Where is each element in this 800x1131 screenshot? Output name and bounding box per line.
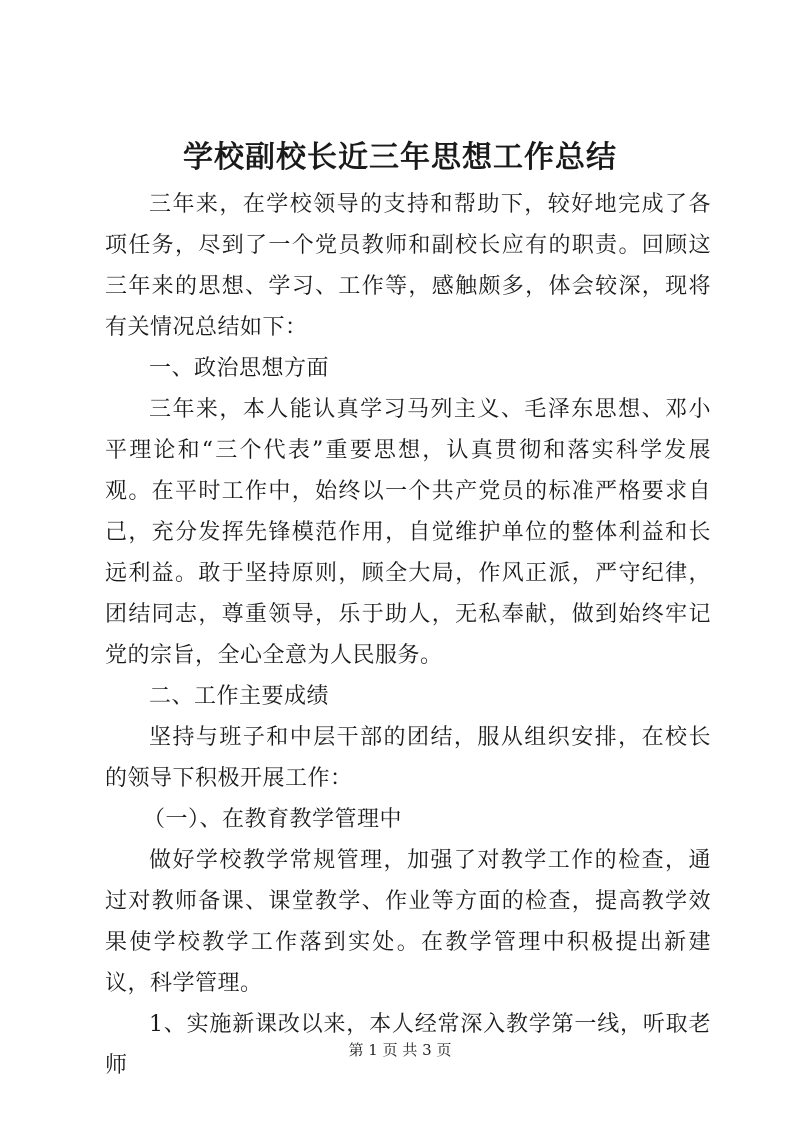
- document-body: [105, 184, 711, 1086]
- subsection-heading-teaching: （一）、在教育教学管理中: [143, 807, 403, 832]
- teaching-paragraph: 做好学校教学常规管理，加强了对教学工作的检查，通过对教师备课、课堂教学、作业等方面的检查，提高教学效果使学校教学工作落到实处。在教学管理中积极提出新建议，科学管理。: [105, 848, 711, 996]
- intro-paragraph: 三年来，在学校领导的支持和帮助下，较好地完成了各项任务，尽到了一个党员教师和副校长应有的职责。回顾这三年来的思想、学习、工作等，感触颇多，体会较深，现将有关情况总结如下：: [105, 192, 711, 340]
- achievements-intro-paragraph: 坚持与班子和中层干部的团结，服从组织安排，在校长的领导下积极开展工作：: [105, 725, 711, 791]
- document-title: 学校副校长近三年思想工作总结: [183, 140, 617, 175]
- section-heading-achievements: 二、工作主要成绩: [149, 684, 330, 709]
- section-heading-politics: 一、政治思想方面: [149, 356, 330, 381]
- politics-paragraph: 三年来，本人能认真学习马列主义、毛泽东思想、邓小平理论和“三个代表”重要思想，认真贯彻和落实科学发展观。在平时工作中，始终以一个共产党员的标准严格要求自己，充分发挥先锋模范作用，自觉维护单位的整体利益和长远利益。敢于坚持原则，顾全大局，作风正派，严守纪律，团结同志，尊重领导，乐于助人，无私奉献，做到始终牢记党的宗旨，全心全意为人民服务。: [105, 397, 711, 668]
- curriculum-paragraph: 1、实施新课改以来，本人经常深入教学第一线，听取老师: [105, 1012, 711, 1078]
- page-footer: 第 1 页 共 3 页: [348, 1041, 452, 1059]
